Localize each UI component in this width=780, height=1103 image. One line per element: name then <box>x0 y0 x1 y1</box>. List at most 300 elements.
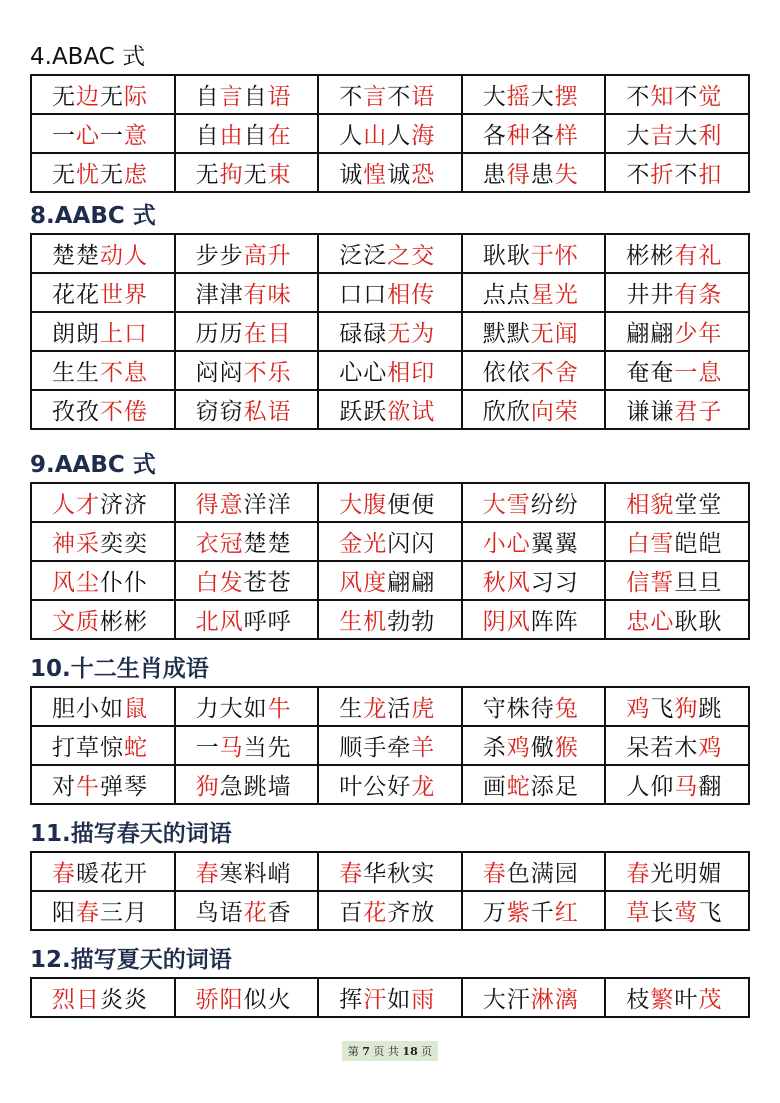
plain-text: 不 <box>626 162 651 188</box>
highlight-text: 淋漓 <box>530 987 579 1013</box>
highlight-text: 言 <box>363 84 388 110</box>
plain-text: 呆若木 <box>626 735 699 761</box>
plain-text: 花花 <box>52 282 100 308</box>
plain-text: 耿耿 <box>482 243 531 269</box>
plain-text: 人 <box>339 123 364 149</box>
plain-text: 翩翩 <box>626 321 675 347</box>
idiom-cell <box>462 114 606 153</box>
idiom-cell <box>175 522 319 561</box>
highlight-text: 紫 <box>506 900 531 926</box>
idiom-cell <box>31 852 175 891</box>
idiom-cell <box>605 891 749 930</box>
plain-text: 朗朗 <box>52 321 100 347</box>
highlight-text: 山 <box>363 123 388 149</box>
plain-text: 自 <box>195 123 220 149</box>
highlight-text: 拘 <box>219 162 244 188</box>
plain-text: 叶 <box>674 987 699 1013</box>
plain-text: 当先 <box>243 735 292 761</box>
idiom-cell <box>318 687 462 726</box>
idiom-cell <box>462 273 606 312</box>
plain-text: 无 <box>243 162 268 188</box>
plain-text: 楚楚 <box>52 243 100 269</box>
plain-text: 炎炎 <box>100 987 148 1013</box>
idiom-cell <box>175 390 319 429</box>
plain-text: 耿耿 <box>674 609 723 635</box>
section-aabc-1 <box>30 199 750 430</box>
highlight-text: 龙 <box>363 696 388 722</box>
idiom-cell <box>31 75 175 114</box>
highlight-text: 兔 <box>554 696 579 722</box>
plain-text: 生 <box>339 696 364 722</box>
highlight-text: 失 <box>554 162 579 188</box>
plain-text: 闷闷 <box>195 360 244 386</box>
highlight-text: 草 <box>626 900 651 926</box>
highlight-text: 大腹 <box>339 492 388 518</box>
highlight-text: 恐 <box>411 162 436 188</box>
highlight-text: 牛 <box>76 774 100 800</box>
highlight-text: 不舍 <box>530 360 579 386</box>
highlight-text: 雨 <box>411 987 436 1013</box>
table-row <box>31 273 749 312</box>
plain-text: 无 <box>195 162 220 188</box>
idiom-cell <box>318 351 462 390</box>
idiom-cell <box>175 561 319 600</box>
plain-text: 大 <box>482 84 507 110</box>
highlight-text: 白雪 <box>626 531 675 557</box>
highlight-text: 花 <box>243 900 268 926</box>
idiom-cell <box>175 114 319 153</box>
plain-text: 寒料峭 <box>219 861 292 887</box>
idiom-cell <box>318 234 462 273</box>
footer-suffix: 页 <box>421 1045 433 1058</box>
highlight-text: 动人 <box>100 243 148 269</box>
highlight-text: 向荣 <box>530 399 579 425</box>
idiom-cell <box>462 852 606 891</box>
idiom-cell <box>462 153 606 192</box>
plain-text: 无 <box>52 162 76 188</box>
plain-text: 光明媚 <box>650 861 723 887</box>
plain-text: 步步 <box>195 243 244 269</box>
plain-text: 自 <box>195 84 220 110</box>
highlight-text: 无为 <box>387 321 436 347</box>
table-row <box>31 522 749 561</box>
plain-text: 鸟语 <box>195 900 244 926</box>
idiom-cell <box>462 312 606 351</box>
highlight-text: 一息 <box>674 360 723 386</box>
plain-text: 楚楚 <box>243 531 292 557</box>
idiom-table <box>30 482 750 640</box>
idiom-cell <box>175 726 319 765</box>
plain-text: 济济 <box>100 492 148 518</box>
idiom-cell <box>605 390 749 429</box>
idiom-table <box>30 851 750 931</box>
highlight-text: 利 <box>698 123 723 149</box>
plain-text: 旦旦 <box>674 570 723 596</box>
highlight-text: 羊 <box>411 735 436 761</box>
highlight-text: 相传 <box>387 282 436 308</box>
plain-text: 急跳墙 <box>219 774 292 800</box>
footer-prefix: 第 <box>347 1045 359 1058</box>
idiom-cell <box>318 600 462 639</box>
highlight-text: 心 <box>76 123 100 149</box>
plain-text: 堂堂 <box>674 492 723 518</box>
highlight-text: 蛇 <box>124 735 148 761</box>
idiom-cell <box>318 114 462 153</box>
highlight-text: 蛇 <box>506 774 531 800</box>
idiom-cell <box>605 312 749 351</box>
current-page: 7 <box>362 1045 370 1058</box>
idiom-cell <box>462 522 606 561</box>
idiom-cell <box>318 765 462 804</box>
plain-text: 大汗 <box>482 987 531 1013</box>
table-row <box>31 852 749 891</box>
section-spring <box>30 817 750 931</box>
highlight-text: 烈日 <box>52 987 100 1013</box>
idiom-cell <box>605 483 749 522</box>
table-row <box>31 483 749 522</box>
plain-text: 弹琴 <box>100 774 148 800</box>
idiom-cell <box>175 483 319 522</box>
idiom-cell <box>31 600 175 639</box>
highlight-text: 人才 <box>52 492 100 518</box>
highlight-text: 相印 <box>387 360 436 386</box>
plain-text: 井井 <box>626 282 675 308</box>
plain-text: 默默 <box>482 321 531 347</box>
highlight-text: 君子 <box>674 399 723 425</box>
highlight-text: 得意 <box>195 492 244 518</box>
plain-text: 人 <box>387 123 412 149</box>
plain-text: 如 <box>387 987 412 1013</box>
idiom-cell <box>605 687 749 726</box>
idiom-cell <box>318 522 462 561</box>
plain-text: 点点 <box>482 282 531 308</box>
plain-text: 一 <box>195 735 220 761</box>
highlight-text: 束 <box>267 162 292 188</box>
highlight-text: 狗 <box>195 774 220 800</box>
idiom-cell <box>31 351 175 390</box>
section-title: 8.AABC 式 <box>30 203 156 229</box>
idiom-cell <box>605 600 749 639</box>
idiom-cell <box>462 726 606 765</box>
highlight-text: 不倦 <box>100 399 148 425</box>
plain-text: 洋洋 <box>243 492 292 518</box>
idiom-table <box>30 977 750 1018</box>
idiom-cell <box>175 351 319 390</box>
page-number <box>342 1041 438 1061</box>
plain-text: 大 <box>674 123 699 149</box>
idiom-cell <box>318 726 462 765</box>
plain-text: 苍苍 <box>243 570 292 596</box>
highlight-text: 阴风 <box>482 609 531 635</box>
plain-text: 呼呼 <box>243 609 292 635</box>
plain-text: 力大如 <box>195 696 268 722</box>
highlight-text: 惶 <box>363 162 388 188</box>
idiom-cell <box>31 234 175 273</box>
idiom-cell <box>31 312 175 351</box>
highlight-text: 骄阳 <box>195 987 244 1013</box>
section-aabc-2 <box>30 448 750 640</box>
highlight-text: 意 <box>124 123 148 149</box>
highlight-text: 秋风 <box>482 570 531 596</box>
plain-text: 纷纷 <box>530 492 579 518</box>
highlight-text: 上口 <box>100 321 148 347</box>
table-row <box>31 687 749 726</box>
plain-text: 跳 <box>698 696 723 722</box>
idiom-cell <box>175 234 319 273</box>
plain-text: 窃窃 <box>195 399 244 425</box>
plain-text: 翼翼 <box>530 531 579 557</box>
highlight-text: 白发 <box>195 570 244 596</box>
highlight-text: 知 <box>650 84 675 110</box>
section-title: 9.AABC 式 <box>30 452 156 478</box>
highlight-text: 春 <box>52 861 76 887</box>
plain-text: 不 <box>626 84 651 110</box>
highlight-text: 相貌 <box>626 492 675 518</box>
plain-text: 挥 <box>339 987 364 1013</box>
plain-text: 暖花开 <box>76 861 148 887</box>
highlight-text: 鼠 <box>124 696 148 722</box>
plain-text: 活 <box>387 696 412 722</box>
plain-text: 仆仆 <box>100 570 148 596</box>
idiom-cell <box>605 522 749 561</box>
highlight-text: 欲试 <box>387 399 436 425</box>
plain-text: 色满园 <box>506 861 579 887</box>
plain-text: 千 <box>530 900 555 926</box>
plain-text: 不 <box>339 84 364 110</box>
table-row <box>31 978 749 1017</box>
plain-text: 翩翩 <box>387 570 436 596</box>
highlight-text: 鸡 <box>506 735 531 761</box>
idiom-cell <box>318 561 462 600</box>
highlight-text: 鸡 <box>698 735 723 761</box>
highlight-text: 言 <box>219 84 244 110</box>
idiom-table <box>30 233 750 430</box>
plain-text: 打草惊 <box>52 735 124 761</box>
highlight-text: 有味 <box>243 282 292 308</box>
table-row <box>31 114 749 153</box>
table-row <box>31 234 749 273</box>
table-row <box>31 351 749 390</box>
plain-text: 万 <box>482 900 507 926</box>
idiom-cell <box>318 153 462 192</box>
highlight-text: 牛 <box>267 696 292 722</box>
idiom-cell <box>175 75 319 114</box>
highlight-text: 虑 <box>124 162 148 188</box>
highlight-text: 忧 <box>76 162 100 188</box>
plain-text: 皑皑 <box>674 531 723 557</box>
highlight-text: 风度 <box>339 570 388 596</box>
idiom-cell <box>318 75 462 114</box>
highlight-text: 摆 <box>554 84 579 110</box>
highlight-text: 信誓 <box>626 570 675 596</box>
idiom-cell <box>462 600 606 639</box>
plain-text: 叶公好 <box>339 774 412 800</box>
plain-text: 阳 <box>52 900 76 926</box>
idiom-cell <box>318 483 462 522</box>
idiom-cell <box>175 891 319 930</box>
plain-text: 历历 <box>195 321 244 347</box>
plain-text: 不 <box>387 84 412 110</box>
plain-text: 谦谦 <box>626 399 675 425</box>
section-title: 4.ABAC 式 <box>30 44 146 70</box>
highlight-text: 种 <box>506 123 531 149</box>
highlight-text: 春 <box>626 861 651 887</box>
idiom-cell <box>31 522 175 561</box>
idiom-cell <box>462 561 606 600</box>
plain-text: 对 <box>52 774 76 800</box>
plain-text: 一 <box>100 123 124 149</box>
section-abac <box>30 40 750 193</box>
highlight-text: 语 <box>267 84 292 110</box>
section-summer <box>30 943 750 1018</box>
idiom-cell <box>462 765 606 804</box>
highlight-text: 扣 <box>698 162 723 188</box>
plain-text: 生生 <box>52 360 100 386</box>
section-title: 12.描写夏天的词语 <box>30 947 232 973</box>
idiom-cell <box>605 726 749 765</box>
table-row <box>31 312 749 351</box>
highlight-text: 汗 <box>363 987 388 1013</box>
idiom-cell <box>462 978 606 1017</box>
plain-text: 不 <box>674 162 699 188</box>
plain-text: 津津 <box>195 282 244 308</box>
highlight-text: 衣冠 <box>195 531 244 557</box>
highlight-text: 由 <box>219 123 244 149</box>
plain-text: 口口 <box>339 282 388 308</box>
plain-text: 华秋实 <box>363 861 436 887</box>
idiom-cell <box>605 561 749 600</box>
section-zodiac <box>30 652 750 805</box>
highlight-text: 莺 <box>674 900 699 926</box>
idiom-cell <box>462 75 606 114</box>
plain-text: 似火 <box>243 987 292 1013</box>
idiom-cell <box>462 234 606 273</box>
highlight-text: 摇 <box>506 84 531 110</box>
plain-text: 自 <box>243 123 268 149</box>
highlight-text: 不乐 <box>243 360 292 386</box>
highlight-text: 海 <box>411 123 436 149</box>
idiom-cell <box>31 726 175 765</box>
plain-text: 人仰 <box>626 774 675 800</box>
plain-text: 奕奕 <box>100 531 148 557</box>
plain-text: 大 <box>626 123 651 149</box>
highlight-text: 之交 <box>387 243 436 269</box>
plain-text: 患 <box>482 162 507 188</box>
highlight-text: 语 <box>411 84 436 110</box>
highlight-text: 折 <box>650 162 675 188</box>
page-footer <box>0 1040 780 1061</box>
table-row <box>31 726 749 765</box>
highlight-text: 生机 <box>339 609 388 635</box>
plain-text: 依依 <box>482 360 531 386</box>
highlight-text: 龙 <box>411 774 436 800</box>
highlight-text: 春 <box>76 900 100 926</box>
highlight-text: 不息 <box>100 360 148 386</box>
plain-text: 习习 <box>530 570 579 596</box>
plain-text: 翻 <box>698 774 723 800</box>
plain-text: 诚 <box>387 162 412 188</box>
highlight-text: 狗 <box>674 696 699 722</box>
highlight-text: 神采 <box>52 531 100 557</box>
highlight-text: 大雪 <box>482 492 531 518</box>
plain-text: 阵阵 <box>530 609 579 635</box>
plain-text: 大 <box>530 84 555 110</box>
plain-text: 顺手牵 <box>339 735 412 761</box>
highlight-text: 马 <box>219 735 244 761</box>
table-row <box>31 153 749 192</box>
plain-text: 孜孜 <box>52 399 100 425</box>
plain-text: 不 <box>674 84 699 110</box>
idiom-cell <box>31 561 175 600</box>
plain-text: 枝 <box>626 987 651 1013</box>
highlight-text: 边 <box>76 84 100 110</box>
highlight-text: 北风 <box>195 609 244 635</box>
table-row <box>31 765 749 804</box>
plain-text: 守株待 <box>482 696 555 722</box>
plain-text: 彬彬 <box>626 243 675 269</box>
plain-text: 泛泛 <box>339 243 388 269</box>
highlight-text: 茂 <box>698 987 723 1013</box>
highlight-text: 样 <box>554 123 579 149</box>
plain-text: 无 <box>52 84 76 110</box>
plain-text: 彬彬 <box>100 609 148 635</box>
idiom-cell <box>31 114 175 153</box>
highlight-text: 小心 <box>482 531 531 557</box>
idiom-cell <box>175 273 319 312</box>
plain-text: 一 <box>52 123 76 149</box>
idiom-cell <box>318 891 462 930</box>
plain-text: 各 <box>482 123 507 149</box>
total-pages: 18 <box>402 1045 418 1058</box>
table-row <box>31 561 749 600</box>
idiom-cell <box>605 234 749 273</box>
plain-text: 添足 <box>530 774 579 800</box>
footer-middle: 页 共 <box>373 1045 399 1058</box>
table-row <box>31 75 749 114</box>
highlight-text: 有礼 <box>674 243 723 269</box>
highlight-text: 金光 <box>339 531 388 557</box>
highlight-text: 红 <box>554 900 579 926</box>
idiom-cell <box>605 75 749 114</box>
plain-text: 奄奄 <box>626 360 675 386</box>
table-row <box>31 891 749 930</box>
plain-text: 心心 <box>339 360 388 386</box>
idiom-cell <box>605 273 749 312</box>
idiom-cell <box>462 891 606 930</box>
plain-text: 勃勃 <box>387 609 436 635</box>
section-title: 10.十二生肖成语 <box>30 656 209 682</box>
highlight-text: 高升 <box>243 243 292 269</box>
plain-text: 碌碌 <box>339 321 388 347</box>
idiom-cell <box>605 351 749 390</box>
highlight-text: 马 <box>674 774 699 800</box>
idiom-cell <box>175 312 319 351</box>
table-row <box>31 390 749 429</box>
idiom-cell <box>31 978 175 1017</box>
idiom-cell <box>175 852 319 891</box>
plain-text: 齐放 <box>387 900 436 926</box>
idiom-cell <box>605 153 749 192</box>
highlight-text: 鸡 <box>626 696 651 722</box>
highlight-text: 花 <box>363 900 388 926</box>
highlight-text: 在目 <box>243 321 292 347</box>
idiom-table <box>30 74 750 193</box>
idiom-cell <box>605 765 749 804</box>
plain-text: 长 <box>650 900 675 926</box>
section-title: 11.描写春天的词语 <box>30 821 232 847</box>
plain-text: 患 <box>530 162 555 188</box>
table-row <box>31 600 749 639</box>
